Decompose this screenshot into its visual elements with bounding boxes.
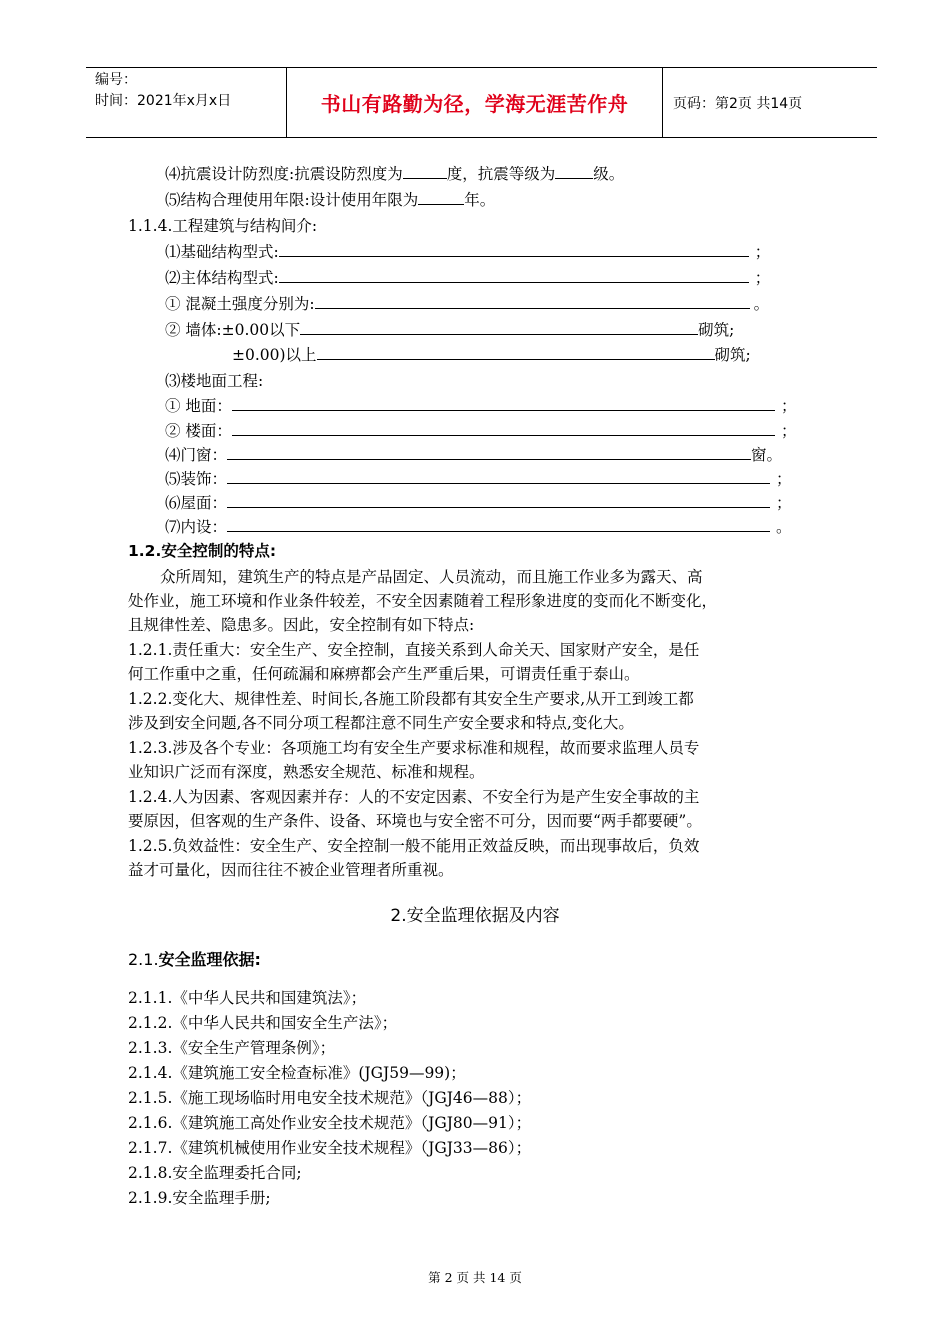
line-text: ⑵主体结构型式:	[165, 269, 279, 287]
line-text: 砌筑;	[698, 321, 735, 339]
line-ground	[165, 396, 796, 416]
header-time: 时间：2021年x月x日	[95, 93, 232, 109]
line-text: ；	[780, 422, 797, 440]
para-1-2-2-b: 涉及到安全问题,各不同分项工程都注意不同生产安全要求和特点,变化大。	[128, 714, 634, 732]
section-heading-text: 安全监理依据:	[158, 950, 261, 969]
line-text: ⑸结构合理使用年限:设计使用年限为	[165, 191, 419, 209]
para-1-2-4-b: 要原因，但客观的生产条件、设备、环境也与安全密不可分，因而要“两手都要硬”。	[128, 812, 702, 830]
para-intro-2: 处作业，施工环境和作业条件较差，不安全因素随着工程形象进度的变而化不断变化，	[128, 592, 718, 610]
line-text: 年。	[464, 191, 496, 209]
blank	[227, 517, 770, 532]
line-roof	[165, 493, 792, 513]
blank	[227, 469, 770, 484]
para-1-2-5-b: 益才可量化，因而往往不被企业管理者所重视。	[128, 861, 454, 879]
section-number: 2.1.	[128, 950, 159, 969]
blank	[227, 493, 770, 508]
line-wall-above	[232, 345, 751, 365]
header-page: 页码：第2页 共14页	[673, 95, 803, 112]
line-text: 级。	[593, 165, 625, 183]
section-1-2-heading: 1.2.安全控制的特点:	[128, 542, 277, 560]
line-service-life	[165, 190, 495, 210]
line-text: ；	[754, 269, 771, 287]
blank	[315, 294, 750, 309]
line-interior	[165, 517, 792, 537]
header-meta	[86, 68, 286, 137]
list-item: 2.1.6.《建筑施工高处作业安全技术规范》（JGJ80—91）；	[128, 1114, 532, 1132]
page-footer: 第 2 页 共 14 页	[428, 1270, 522, 1285]
line-text: ±0.00)以上	[232, 346, 317, 364]
blank	[317, 345, 715, 360]
line-text: ⑸装饰：	[165, 470, 228, 488]
line-text: ；	[776, 494, 792, 512]
para-1-2-1-a: 1.2.1.责任重大：安全生产、安全控制，直接关系到人命关天、国家财产安全，是任	[128, 641, 700, 659]
page-header	[86, 67, 877, 138]
line-text: ⑹屋面：	[165, 494, 228, 512]
line-seismic	[165, 164, 624, 184]
para-1-2-5-a: 1.2.5.负效益性：安全生产、安全控制一般不能用正效益反映，而出现事故后，负效	[128, 837, 700, 855]
line-text: ① 混凝土强度分别为:	[165, 295, 315, 313]
line-foundation	[165, 242, 770, 262]
line-text: 。	[753, 295, 770, 313]
blank	[403, 164, 447, 179]
para-1-2-3-b: 业知识广泛而有深度，熟悉安全规范、标准和规程。	[128, 763, 485, 781]
header-number: 编号：	[95, 72, 137, 88]
header-motto: 书山有路勤为径，学海无涯苦作舟	[286, 68, 663, 137]
list-item: 2.1.7.《建筑机械使用作业安全技术规程》（JGJ33—86）；	[128, 1139, 532, 1157]
section-2-title: 2.安全监理依据及内容	[390, 906, 560, 926]
line-1-1-4: 1.1.4.工程建筑与结构间介:	[128, 217, 318, 235]
line-text: ⑷抗震设计防烈度:抗震设防烈度为	[165, 165, 403, 183]
blank	[555, 164, 593, 179]
line-floor-works: ⑶楼地面工程:	[165, 372, 264, 390]
blank	[227, 445, 751, 460]
line-text: ⑴基础结构型式:	[165, 243, 279, 261]
blank	[279, 242, 749, 257]
line-text: 度，抗震等级为	[446, 165, 556, 183]
line-text: ；	[780, 397, 797, 415]
line-text: ② 墙体:±0.00以下	[165, 321, 301, 339]
line-floor	[165, 421, 796, 441]
list-item: 2.1.5.《施工现场临时用电安全技术规范》（JGJ46—88）；	[128, 1089, 532, 1107]
list-item: 2.1.4.《建筑施工安全检查标准》(JGJ59—99)；	[128, 1064, 466, 1082]
section-2-1-heading	[128, 950, 261, 970]
line-main-structure	[165, 268, 770, 288]
blank	[418, 190, 464, 205]
para-intro-1: 众所周知，建筑生产的特点是产品固定、人员流动，而且施工作业多为露天、高	[160, 568, 703, 586]
line-decoration	[165, 469, 792, 489]
para-1-2-4-a: 1.2.4.人为因素、客观因素并存：人的不安定因素、不安全行为是产生安全事故的主	[128, 788, 700, 806]
line-text: 。	[776, 518, 792, 536]
list-item: 2.1.9.安全监理手册;	[128, 1189, 271, 1207]
line-text: ① 地面：	[165, 397, 232, 415]
para-intro-3: 且规律性差、隐患多。因此，安全控制有如下特点:	[128, 616, 475, 634]
para-1-2-3-a: 1.2.3.涉及各个专业：各项施工均有安全生产要求标准和规程，故而要求监理人员专	[128, 739, 700, 757]
line-text: ⑷门窗：	[165, 446, 228, 464]
list-item: 2.1.3.《安全生产管理条例》；	[128, 1039, 336, 1057]
line-doors-windows	[165, 445, 782, 465]
list-item: 2.1.2.《中华人民共和国安全生产法》；	[128, 1014, 398, 1032]
line-text: ；	[776, 470, 792, 488]
blank	[232, 396, 775, 411]
line-text: 砌筑;	[714, 346, 751, 364]
blank	[279, 268, 749, 283]
line-text: ② 楼面：	[165, 422, 232, 440]
line-text: 窗。	[751, 446, 783, 464]
line-wall-below	[165, 320, 734, 340]
list-item: 2.1.8.安全监理委托合同;	[128, 1164, 302, 1182]
blank	[232, 421, 775, 436]
line-concrete	[165, 294, 769, 314]
line-text: ；	[754, 243, 771, 261]
para-1-2-1-b: 何工作重中之重，任何疏漏和麻痹都会产生严重后果，可谓责任重于泰山。	[128, 665, 640, 683]
list-item: 2.1.1.《中华人民共和国建筑法》；	[128, 989, 367, 1007]
line-text: ⑺内设：	[165, 518, 228, 536]
blank	[300, 320, 698, 335]
para-1-2-2-a: 1.2.2.变化大、规律性差、时间长,各施工阶段都有其安全生产要求,从开工到竣工都	[128, 690, 694, 708]
